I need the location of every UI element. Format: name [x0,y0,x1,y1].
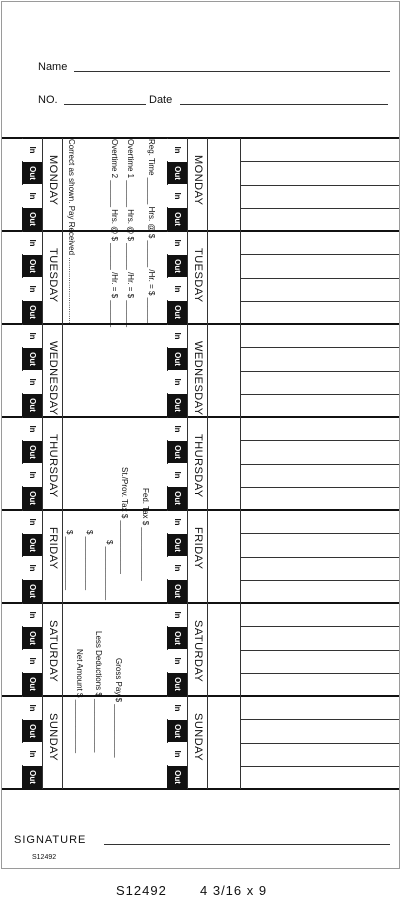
less-deductions-line: Less Deductions $ ____________ [94,631,103,753]
day-label-right-saturday: SATURDAY [192,620,204,683]
in-cell[interactable] [22,697,42,719]
out-cell[interactable] [167,627,187,649]
in-cell[interactable] [167,464,187,486]
in-label: In [173,657,182,665]
out-label: Out [173,445,182,459]
out-label: Out [28,584,37,599]
out-label: Out [28,398,37,413]
out-label: Out [28,305,37,320]
in-cell[interactable] [167,511,187,533]
out-cell[interactable] [22,766,42,788]
in-label: In [28,611,37,619]
out-label: Out [173,166,182,180]
out-cell[interactable] [167,487,187,509]
in-cell[interactable] [167,650,187,672]
out-cell[interactable] [22,673,42,695]
total-row-line [240,440,399,441]
in-cell[interactable] [167,232,187,254]
out-label: Out [28,677,37,692]
out-label: Out [173,305,182,320]
in-label: In [28,425,37,433]
out-label: Out [173,677,182,692]
out-cell[interactable] [167,301,187,323]
left-column-rule [42,138,43,789]
out-cell[interactable] [22,720,42,742]
in-cell[interactable] [22,278,42,300]
in-label: In [173,378,182,386]
in-cell[interactable] [167,139,187,161]
total-row-line [240,557,399,558]
total-row-line [240,650,399,651]
in-cell[interactable] [22,511,42,533]
in-cell[interactable] [22,604,42,626]
out-label: Out [28,445,37,459]
out-label: Out [173,538,182,552]
out-label: Out [173,631,182,645]
in-label: In [173,192,182,200]
out-label: Out [173,584,182,599]
in-label: In [173,285,182,293]
out-cell[interactable] [167,720,187,742]
in-label: In [173,518,182,526]
in-cell[interactable] [167,278,187,300]
day-label-right-monday: MONDAY [192,155,204,206]
out-label: Out [28,538,37,552]
gross-pay-line: Gross Pay $ ____________ [114,658,123,758]
date-field[interactable] [180,104,388,105]
in-cell[interactable] [22,325,42,347]
date-label: Date [149,94,173,106]
out-label: Out [173,770,182,785]
st-prov-tax-line: St./Prov. Tax $ ____________ [120,467,129,574]
card-code: S12492 [32,854,57,861]
in-label: In [173,425,182,433]
total-row-line [240,464,399,465]
overtime-1-line: Overtime 1 ______ Hrs. @ $ ______ /Hr. = $ ______ [126,139,135,328]
out-cell[interactable] [167,580,187,602]
in-label: In [28,564,37,572]
out-label: Out [28,352,37,366]
out-label: Out [173,398,182,413]
deduction-blank-1: $ ____________ [105,540,114,601]
in-cell[interactable] [22,743,42,765]
day-label-right-tuesday: TUESDAY [192,248,204,303]
day-label-left-wednesday: WEDNESDAY [47,341,59,416]
signature-label: SIGNATURE [14,834,87,846]
deduction-blank-2: $ ____________ [85,530,94,591]
in-label: In [173,611,182,619]
in-cell[interactable] [22,418,42,440]
in-label: In [173,239,182,247]
net-amount-line: Net Amount $ ____________ [75,649,84,754]
out-cell[interactable] [22,394,42,416]
in-cell[interactable] [22,650,42,672]
in-cell[interactable] [167,743,187,765]
in-label: In [173,146,182,154]
day-label-left-sunday: SUNDAY [47,713,59,762]
total-row-line [240,533,399,534]
day-label-left-saturday: SATURDAY [47,620,59,683]
day-label-right-thursday: THURSDAY [192,434,204,498]
out-cell[interactable] [22,255,42,277]
deduction-blank-3: $ ____________ [65,530,74,591]
out-label: Out [28,724,37,738]
time-card [1,1,400,869]
out-cell[interactable] [167,162,187,184]
total-row-line [240,719,399,720]
total-row-line [240,487,399,488]
out-label: Out [173,724,182,738]
out-cell[interactable] [167,766,187,788]
out-label: Out [28,259,37,273]
out-cell[interactable] [22,348,42,370]
out-cell[interactable] [167,394,187,416]
fed-tax-line: Fed. Tax $ ____________ [141,488,150,581]
out-cell[interactable] [22,162,42,184]
total-row-line [240,743,399,744]
in-label: In [173,704,182,712]
out-cell[interactable] [167,534,187,556]
day-label-right-wednesday: WEDNESDAY [192,341,204,416]
total-row-line [240,278,399,279]
in-cell[interactable] [22,232,42,254]
right-column-rule [207,138,208,789]
out-label: Out [28,212,37,227]
number-field[interactable] [64,104,146,105]
total-row-line [240,185,399,186]
out-cell[interactable] [167,208,187,230]
name-field[interactable] [74,71,390,72]
right-column-rule [187,138,188,789]
out-label: Out [173,352,182,366]
in-label: In [28,657,37,665]
day-label-right-friday: FRIDAY [192,527,204,570]
in-cell[interactable] [167,325,187,347]
day-label-left-monday: MONDAY [47,155,59,206]
in-label: In [173,750,182,758]
in-label: In [28,750,37,758]
in-label: In [173,564,182,572]
out-label: Out [28,631,37,645]
out-cell[interactable] [167,348,187,370]
left-column-rule [62,138,63,789]
total-row-line [240,580,399,581]
total-row-line [240,673,399,674]
in-cell[interactable] [167,371,187,393]
in-label: In [28,518,37,526]
in-label: In [28,332,37,340]
out-label: Out [28,491,37,506]
day-label-right-sunday: SUNDAY [192,713,204,762]
in-cell[interactable] [167,604,187,626]
in-label: In [28,192,37,200]
correct-as-shown-line: Correct as shown. Pay Received .............................. [67,139,76,324]
total-row-line [240,626,399,627]
number-label: NO. [38,94,58,106]
total-row-line [240,301,399,302]
in-cell[interactable] [167,185,187,207]
in-label: In [173,471,182,479]
out-cell[interactable] [22,208,42,230]
reg-time-line: Reg. Time ______ Hrs. @ $ ______ /Hr. = $ ______ [147,139,156,325]
in-label: In [173,332,182,340]
signature-field[interactable] [104,844,390,845]
in-cell[interactable] [167,418,187,440]
total-row-line [240,371,399,372]
name-label: Name [38,61,68,73]
out-cell[interactable] [22,487,42,509]
out-cell[interactable] [167,255,187,277]
in-cell[interactable] [167,697,187,719]
day-label-left-thursday: THURSDAY [47,434,59,498]
caption-code: S12492 [116,883,167,898]
out-cell[interactable] [22,441,42,463]
in-label: In [28,704,37,712]
in-label: In [28,146,37,154]
in-cell[interactable] [167,557,187,579]
total-row-line [240,254,399,255]
total-row-line [240,161,399,162]
out-cell[interactable] [22,301,42,323]
total-row-line [240,394,399,395]
out-label: Out [173,259,182,273]
day-label-left-friday: FRIDAY [47,527,59,570]
in-label: In [28,239,37,247]
in-cell[interactable] [22,557,42,579]
out-cell[interactable] [167,673,187,695]
caption-size: 4 3/16 x 9 [200,883,268,898]
out-cell[interactable] [22,580,42,602]
total-row-line [240,208,399,209]
out-cell[interactable] [167,441,187,463]
in-cell[interactable] [22,371,42,393]
out-label: Out [173,212,182,227]
out-label: Out [173,491,182,506]
in-label: In [28,471,37,479]
in-label: In [28,378,37,386]
overtime-2-line: Overtime 2 ______ Hrs. @ $ ______ /Hr. = $ ______ [110,139,119,328]
out-cell[interactable] [22,627,42,649]
total-row-line [240,347,399,348]
in-cell[interactable] [22,185,42,207]
out-label: Out [28,166,37,180]
in-cell[interactable] [22,464,42,486]
in-cell[interactable] [22,139,42,161]
in-label: In [28,285,37,293]
out-label: Out [28,770,37,785]
out-cell[interactable] [22,534,42,556]
total-row-line [240,766,399,767]
day-label-left-tuesday: TUESDAY [47,248,59,303]
